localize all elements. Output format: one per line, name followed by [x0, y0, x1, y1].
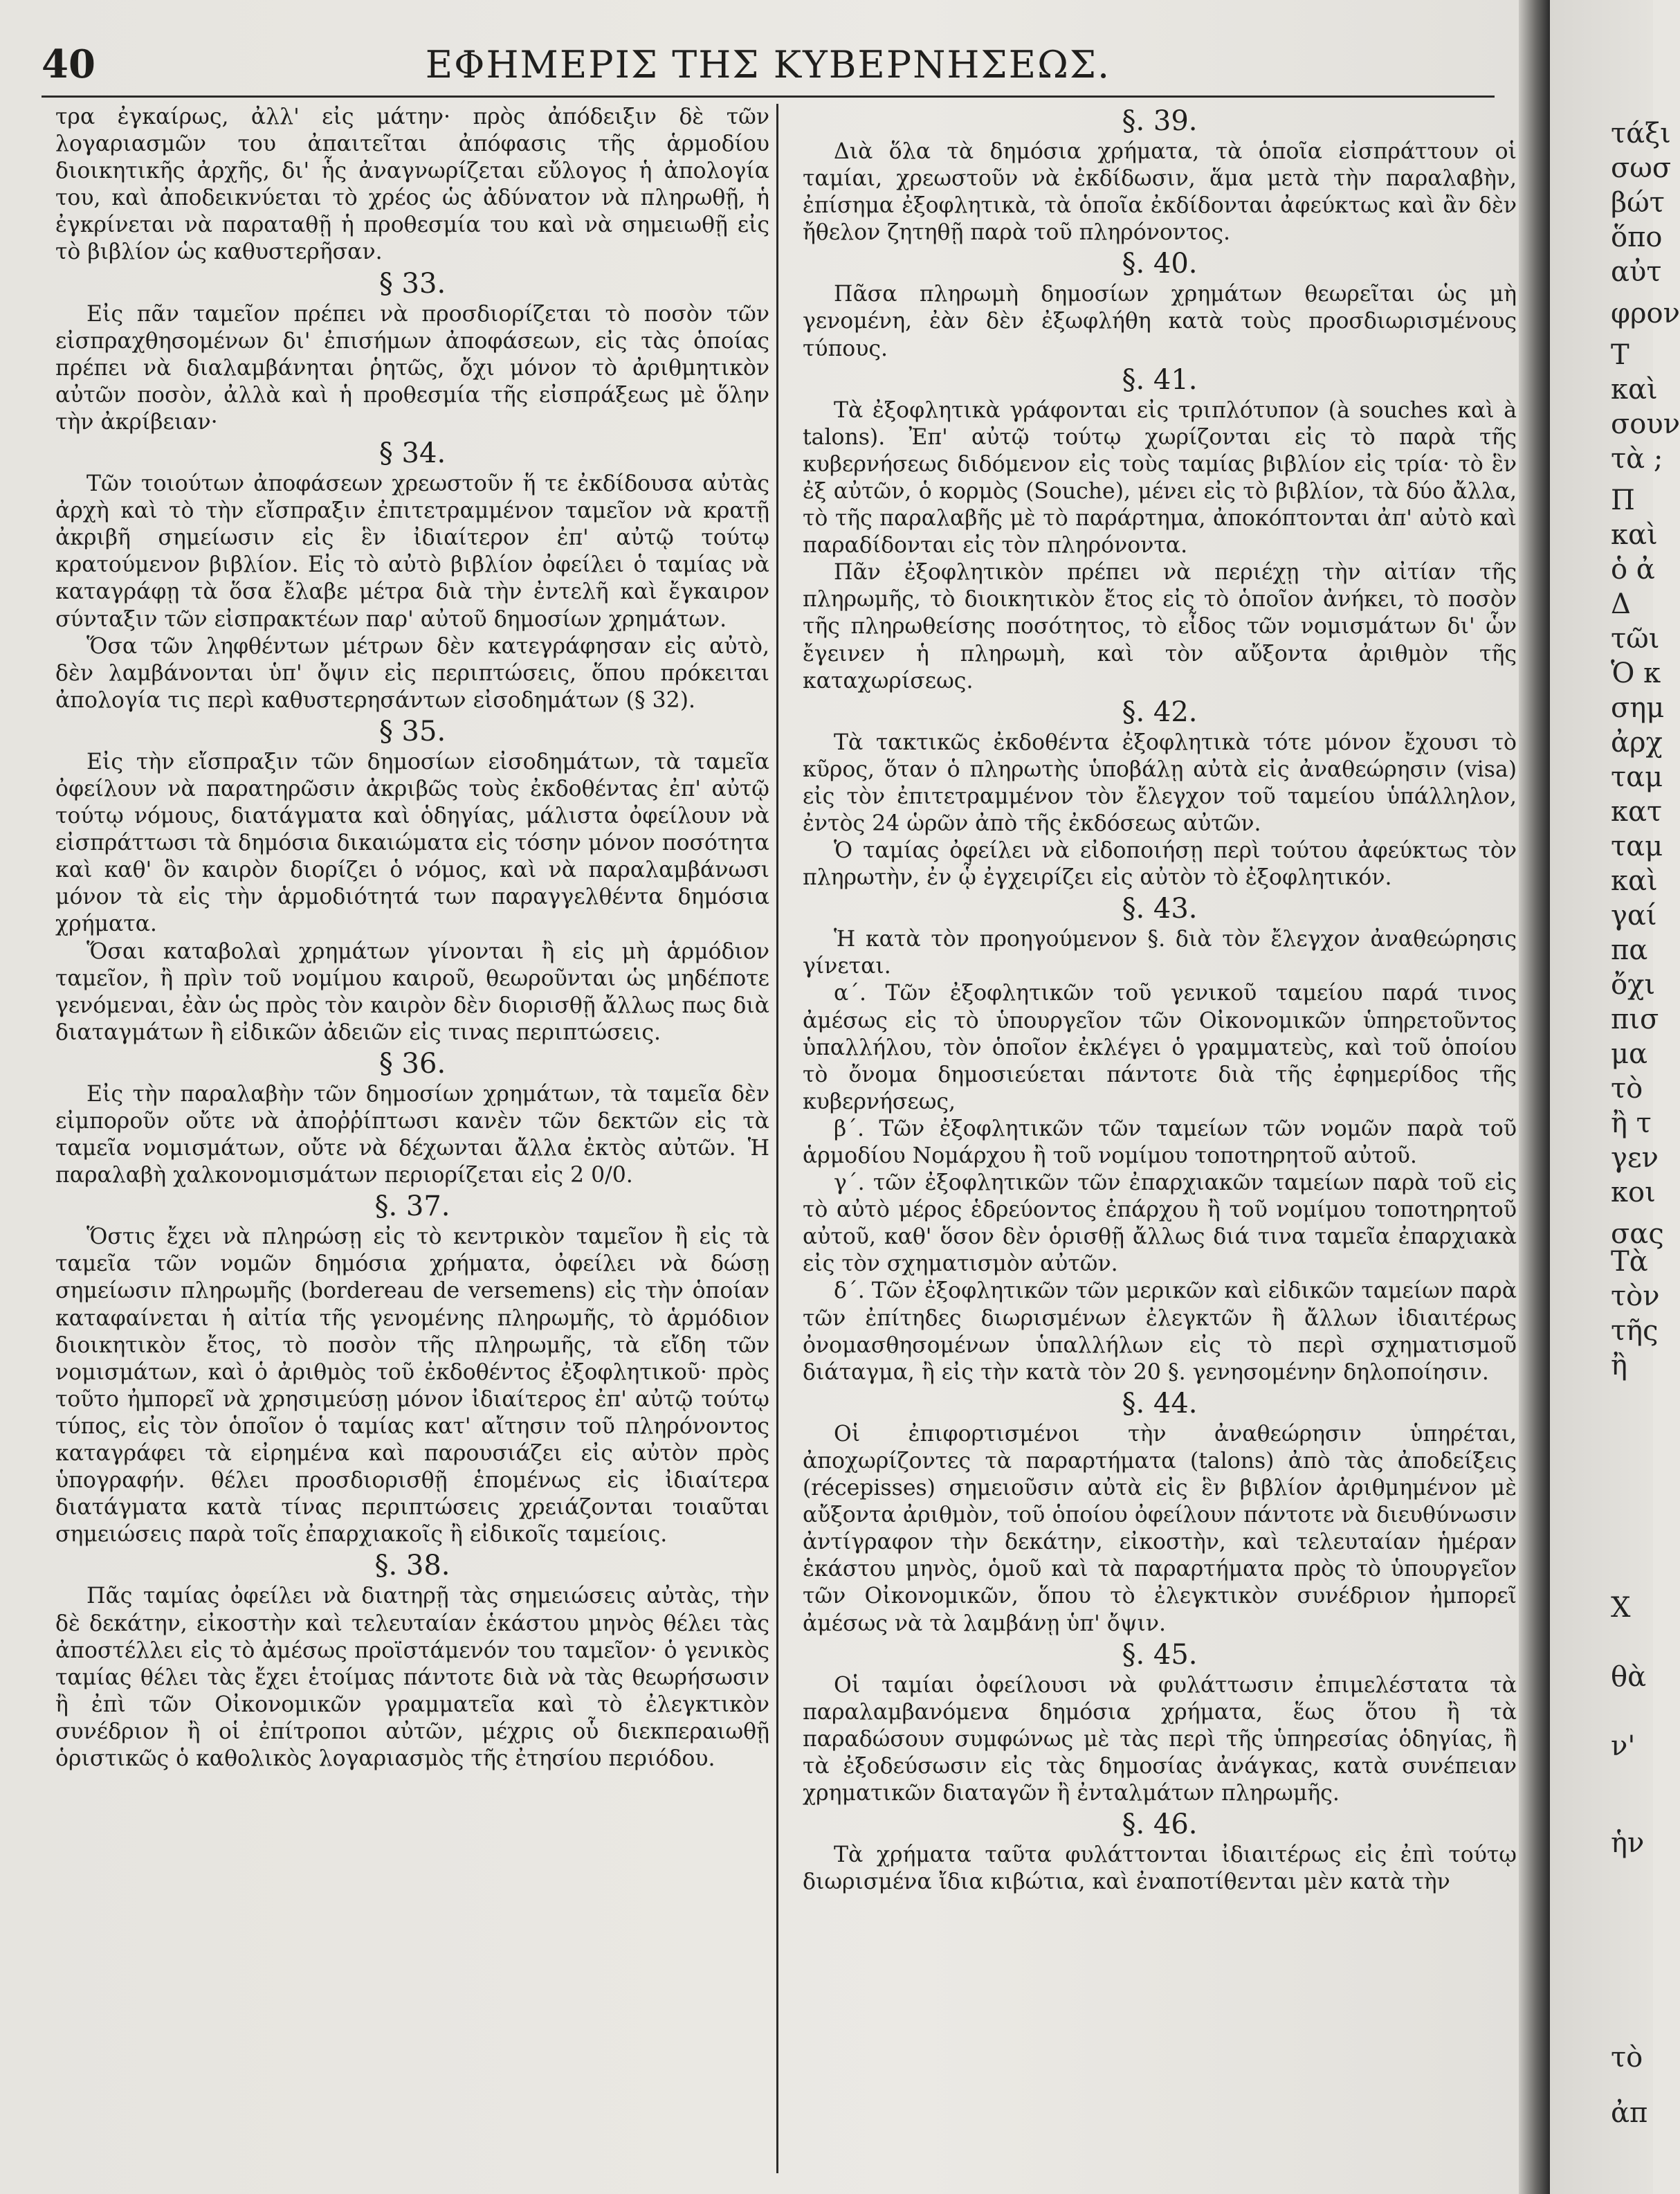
- section-number: §. 45.: [1122, 1638, 1198, 1671]
- facing-page-fragment: τάξι: [1611, 118, 1671, 149]
- facing-page-fragment: ὅπο: [1611, 221, 1663, 253]
- paragraph: Τῶν τοιούτων ἀποφάσεων χρεωστοῦν ἥ τε ἐκδίδουσα αὐτὰς ἀρχὴ καὶ τὸ τὴν εἴσπραξιν ἐπιτετραμμένον ταμεῖον νὰ κρατῇ ἀκριβῆ σημείωσιν εἰς ἓν ἰδιαίτερον ἐπ' αὐτῷ τούτῳ κρατούμενον βιβλίον. Εἰς τὸ αὐτὸ βιβλίον ὀφείλει ὁ ταμίας νὰ καταγράφῃ τὰ ὅσα ἔλαβε μέτρα διὰ τὴν ἐντελῆ καὶ ἔγκαιρον σύνταξιν τῶν εἰσπρακτέων παρ' αὐτοῦ δημοσίων χρημάτων.: [55, 471, 769, 632]
- facing-page-fragment: σας: [1611, 1218, 1664, 1250]
- facing-page-fragment: Δ: [1611, 588, 1631, 620]
- facing-page-fragment: ὄχι: [1611, 969, 1656, 1001]
- facing-page-fragment: ἡν: [1611, 1827, 1645, 1859]
- column-divider: [776, 104, 778, 2173]
- section-number: §. 44.: [1122, 1387, 1198, 1420]
- paragraph: Ὅσαι καταβολαὶ χρημάτων γίνονται ἢ εἰς μὴ ἁρμόδιον ταμεῖον, ἢ πρὶν τοῦ νομίμου καιροῦ, θεωροῦνται ὡς μηδέποτε γενόμεναι, ἐὰν ὡς πρὸς τὸν καιρὸν δὲν διορισθῇ ἄλλως πως διὰ διαταγμάτων ἢ εἰδικῶν ἀδειῶν εἰς τινας περιπτώσεις.: [55, 939, 769, 1045]
- facing-page-fragment: καὶ: [1611, 374, 1658, 406]
- facing-page-edge: [1550, 0, 1680, 2194]
- paragraph: α΄. Τῶν ἐξοφλητικῶν τοῦ γενικοῦ ταμείου παρά τινος ἀμέσως εἰς τὸ ὑπουργεῖον τῶν Οἰκονομικῶν ὑπηρετοῦντος ὑπαλλήλου, τὸν ὁποῖον ἐκλέγει ὁ γραμματεὺς, καὶ τοῦ ὁποίου τὸ ὄνομα δημοσιεύεται πάντοτε διὰ τῆς ἐφημερίδος τῆς κυβερνήσεως,: [803, 981, 1517, 1114]
- facing-page-fragment: καὶ: [1611, 519, 1658, 551]
- section-number: §. 41.: [1122, 363, 1198, 396]
- left-column: [55, 104, 769, 2173]
- paragraph: β΄. Τῶν ἐξοφλητικῶν τῶν ταμείων τῶν νομῶν παρὰ τοῦ ἁρμοδίου Νομάρχου ἢ τοῦ νομίμου τοποτηρητοῦ αὐτοῦ.: [803, 1116, 1517, 1168]
- facing-page-fragment: βώτ: [1611, 187, 1665, 219]
- paragraph: γ΄. τῶν ἐξοφλητικῶν τῶν ἐπαρχιακῶν ταμείων παρὰ τοῦ εἰς τὸ αὐτὸ μέρος ἑδρεύοντος ἐπάρχου ἢ τοῦ νομίμου τοποτηρητοῦ αὐτοῦ, καθ' ὅσον δὲν ὁρισθῇ ἄλλως διά τινα ταμεῖα ἐπαρχιακὰ εἰς τὸν σχηματισμὸν αὐτῶν.: [803, 1170, 1517, 1277]
- facing-page-fragment: ταμ: [1611, 831, 1663, 862]
- paragraph: Εἰς τὴν παραλαβὴν τῶν δημοσίων χρημάτων, τὰ ταμεῖα δὲν εἰμποροῦν οὔτε νὰ ἀποῤῥίπτωσι κανὲν τῶν δεκτῶν εἰς τὰ ταμεῖα νομισμάτων, οὔτε νὰ δέχωνται ἄλλα ἐκτὸς αὐτῶν. Ἡ παραλαβὴ χαλκονομισμάτων περιορίζεται εἰς 2 0/0.: [55, 1081, 769, 1188]
- paragraph: Τὰ χρήματα ταῦτα φυλάττονται ἰδιαιτέρως εἰς ἐπὶ τούτῳ διωρισμένα ἴδια κιβώτια, καὶ ἐναποτίθενται μὲν κατὰ τὴν: [803, 1842, 1517, 1895]
- paragraph: Οἱ ἐπιφορτισμένοι τὴν ἀναθεώρησιν ὑπηρέται, ἀποχωρίζοντες τὰ παραρτήματα (talons) ἀπὸ τὰς ἀποδείξεις (récepisses) σημειοῦσιν αὐτὰ εἰς ἓν βιβλίον ἀριθμημένον μὲ αὔξοντα ἀριθμὸν, τοῦ ὁποίου ὀφείλουν πάντοτε νὰ διευθύνωσιν ἀντίγραφον τὴν δεκάτην, εἰκοστὴν, καὶ τελευταίαν ἡμέραν ἑκάστου μηνὸς, ὁμοῦ καὶ τὰ παραρτήματα πρὸς τὸ ὑπουργεῖον τῶν Οἰκονομικῶν, ὅπου τὸ ἐλεγκτικὸν συνέδριον ἠμπορεῖ ἀμέσως νὰ τὰ λαμβάνῃ ὑπ' ὄψιν.: [803, 1421, 1517, 1636]
- facing-page-fragment: ὁ ἀ: [1611, 554, 1655, 586]
- paragraph: Πᾶς ταμίας ὀφείλει νὰ διατηρῇ τὰς σημειώσεις αὐτὰς, τὴν δὲ δεκάτην, εἰκοστὴν καὶ τελευταίαν ἑκάστου μηνὸς θέλει τὰς ἀποστέλλει εἰς τὸ ἀμέσως προϊστάμενόν του ταμεῖον· ὁ γενικὸς ταμίας θέλει τὰς ἔχει ἑτοίμας πάντοτε διὰ νὰ τὰς θεωρήσωσιν ἢ ἐπὶ τῶν Οἰκονομικῶν γραμματεῖα καὶ τὸ ἐλεγκτικὸν συνέδριον ἢ οἱ ἐπίτροποι αὐτῶν, μέχρις οὗ διεκπεραιωθῇ ὁριστικῶς ὁ καθολικὸς λογαριασμὸς τῆς ἐτησίου περιόδου.: [55, 1584, 769, 1771]
- section-number: §. 38.: [374, 1550, 450, 1582]
- book-gutter: [1519, 0, 1550, 2194]
- paragraph: Εἰς πᾶν ταμεῖον πρέπει νὰ προσδιορίζεται τὸ ποσὸν τῶν εἰσπραχθησομένων δι' ἐπισήμων ἀποφάσεων, εἰς τὰς ὁποίας πρέπει νὰ διαλαμβάνηται ῥητῶς, ὄχι μόνον τὸ ἀριθμητικὸν αὐτῶν ποσὸν, ἀλλὰ καὶ ἡ προθεσμία τῆς εἰσπράξεως μὲ ὅλην τὴν ἀκρίβειαν·: [55, 301, 769, 435]
- section-number: § 36.: [378, 1047, 446, 1080]
- paragraph: Ὅστις ἔχει νὰ πληρώσῃ εἰς τὸ κεντρικὸν ταμεῖον ἢ εἰς τὰ ταμεῖα τῶν νομῶν δημόσια χρήματα, ὀφείλει νὰ δώσῃ σημείωσιν πληρωμῆς (bordereau de versemens) εἰς τὴν ὁποίαν καταφαίνεται ἡ αἰτία τῆς γενομένης πληρωμῆς, τὸ ἁρμόδιον διοικητικὸν ἔτος, τὸ ποσὸν τῆς πληρωμῆς, τὰ εἴδη τῶν νομισμάτων, καὶ ὁ ἀριθμὸς τοῦ ἐκδοθέντος ἐξοφλητικοῦ· πρὸς τοῦτο ἠμπορεῖ νὰ χρησιμεύσῃ μόνον ἰδιαίτερος ἐπ' αὐτῷ τούτῳ τύπος, εἰς τὸν ὁποῖον ὁ ταμίας κατ' αἴτησιν τοῦ πληρόνοντος καταγράφει τὰ εἰρημένα καὶ παρουσιάζει εἰς αὐτὸν πρὸς ὑπογραφήν. θέλει προσδιορισθῇ ἑπομένως εἰς ἰδιαίτερα διατάγματα κατὰ τίνας περιπτώσεις χρειάζονται τοιαῦται σημειώσεις παρὰ τοῖς ἐπαρχιακοῖς ἢ εἰδικοῖς ταμείοις.: [55, 1224, 769, 1548]
- facing-page-fragment: Τ: [1611, 339, 1629, 371]
- facing-page-fragment: Χ: [1611, 1592, 1631, 1624]
- facing-page-fragment: φρον: [1611, 298, 1680, 329]
- facing-page-fragment: Π: [1611, 484, 1635, 516]
- facing-page-fragment: Ὁ κ: [1611, 658, 1661, 689]
- facing-page-fragment: σουν: [1611, 408, 1680, 440]
- paragraph: Τὰ ἐξοφλητικὰ γράφονται εἰς τριπλότυπον (à souches καὶ à talons). Ἐπ' αὐτῷ τούτῳ χωρίζονται εἰς τὸ παρὰ τῆς κυβερνήσεως διδόμενον εἰς τοὺς ταμίας βιβλίον εἰς τρία· τὸ ἓν ἐξ αὐτῶν, ὁ κορμὸς (Souche), μένει εἰς τὸ βιβλίον, τὰ δύο ἄλλα, τὸ τῆς παραλαβῆς μὲ τὸ παράρτημα, ἀποκόπτονται ἀπ' αὐτὸ καὶ παραδίδονται εἰς τὸν πληρόνοντα.: [803, 397, 1517, 559]
- paragraph: Ὅσα τῶν ληφθέντων μέτρων δὲν κατεγράφησαν εἰς αὐτὸ, δὲν λαμβάνονται ὑπ' ὄψιν εἰς περιπτώσεις, ὅπου πρόκειται ἀπολογία τις περὶ καθυστερησάντων εἰσοδημάτων (§ 32).: [55, 633, 769, 713]
- paragraph: δ΄. Τῶν ἐξοφλητικῶν τῶν μερικῶν καὶ εἰδικῶν ταμείων παρὰ τῶν ἐπίτηδες διωρισμένων ἐλεγκτῶν ἢ ἄλλων ἰδιαιτέρως ὀνομασθησομένων ὑπαλλήλων εἰς τὸ περὶ σχηματισμοῦ διάταγμα, ἢ εἰς τὴν κατὰ τὸν 20 §. γενησομένην δηλοποίησιν.: [803, 1278, 1517, 1385]
- facing-page-fragment: τῆς: [1611, 1315, 1659, 1347]
- section-number: §. 46.: [1122, 1808, 1198, 1841]
- facing-page-fragment: τὸ: [1611, 1073, 1643, 1105]
- paragraph: Εἰς τὴν εἴσπραξιν τῶν δημοσίων εἰσοδημάτων, τὰ ταμεῖα ὀφείλουν νὰ παρατηρῶσιν ἀκριβῶς τοὺς ἐκδοθέντας ἐπ' αὐτῷ τούτῳ νόμους, διατάγματα καὶ ὁδηγίας, μάλιστα ὀφείλουν νὰ εἰσπράττωσι τὰ δημόσια δικαιώματα εἰς τόσην μόνον ποσότητα καὶ καθ' ὃν καιρὸν διορίζει ὁ νόμος, καὶ νὰ παραλαμβάνωσι μόνον τὰ εἰς τὴν ἁρμοδιότητά των παραγγελθέντα δημόσια χρήματα.: [55, 749, 769, 937]
- paragraph: Πᾶσα πληρωμὴ δημοσίων χρημάτων θεωρεῖται ὡς μὴ γενομένη, ἐὰν δὲν ἐξωφλήθη κατὰ τοὺς προσδιωρισμένους τύπους.: [803, 282, 1517, 361]
- page-number: 40: [42, 42, 95, 87]
- facing-page-fragment: ν': [1611, 1730, 1636, 1762]
- facing-page-fragment: κοι: [1611, 1177, 1656, 1208]
- section-number: § 34.: [378, 437, 446, 470]
- paragraph: Πᾶν ἐξοφλητικὸν πρέπει νὰ περιέχῃ τὴν αἰτίαν τῆς πληρωμῆς, τὸ διοικητικὸν ἔτος εἰς τὸ ὁποῖον ἀνήκει, τὸ ποσὸν τῆς πληρωθείσης ποσότητος, τὸ εἶδος τῶν νομισμάτων δι' ὧν ἔγεινεν ἡ πληρωμὴ, καὶ τὸν αὔξοντα ἀριθμὸν τῆς καταχωρίσεως.: [803, 560, 1517, 693]
- paragraph: Διὰ ὅλα τὰ δημόσια χρήματα, τὰ ὁποῖα εἰσπράττουν οἱ ταμίαι, χρεωστοῦν νὰ ἐκδίδωσιν, ἅμα μετὰ τὴν παραλαβὴν, ἐπίσημα ἐξοφλητικὰ, τὰ ὁποῖα ἐκδίδονται ἀφεύκτως καὶ ἂν δὲν ἤθελον ζητηθῇ παρὰ τοῦ πληρόνοντος.: [803, 139, 1517, 246]
- paragraph: Οἱ ταμίαι ὀφείλουσι νὰ φυλάττωσιν ἐπιμελέστατα τὰ παραλαμβανόμενα δημόσια χρήματα, ἕως ὅτου ἢ τὰ παραδώσουν συμφώνως μὲ τὰς περὶ τῆς ὑπηρεσίας ὁδηγίας, ἢ τὰ ἐξοδεύσωσιν εἰς τὰς δημοσίας ἀνάγκας, κατὰ συνέπειαν χρηματικῶν διαταγῶν ἢ ἐνταλμάτων πληρωμῆς.: [803, 1672, 1517, 1806]
- facing-page-fragment: κατ: [1611, 796, 1663, 828]
- facing-page-fragment: πισ: [1611, 1004, 1659, 1035]
- facing-page-fragment: ταμ: [1611, 761, 1663, 793]
- paragraph: τρα ἐγκαίρως, ἀλλ' εἰς μάτην· πρὸς ἀπόδειξιν δὲ τῶν λογαριασμῶν του ἀπαιτεῖται ἀπόφασις τῆς ἁρμοδίου διοικητικῆς ἀρχῆς, δι' ἧς ἀναγνωρίζεται εὔλογος ἡ ἀπολογία του, καὶ ἀποδεικνύεται τὸ χρέος ὡς ἀδύνατον νὰ πληρωθῇ, ἡ ἐγκρίνεται νὰ παραταθῇ ἡ προθεσμία του καὶ νὰ σημειωθῇ εἰς τὸ βιβλίον ὡς καθυστερῆσαν.: [55, 105, 769, 265]
- section-number: §. 37.: [374, 1190, 450, 1223]
- facing-page-fragment: ἢ: [1611, 1350, 1627, 1381]
- facing-page-fragment: τὸν: [1611, 1280, 1660, 1312]
- page-header: [42, 42, 1495, 97]
- right-column: [803, 104, 1517, 2173]
- section-number: §. 43.: [1122, 893, 1198, 925]
- facing-page-fragment: καὶ: [1611, 865, 1658, 897]
- paragraph: Ὁ ταμίας ὀφείλει νὰ εἰδοποιήσῃ περὶ τούτου ἀφεύκτως τὸν πληρωτὴν, ἐν ᾧ ἐγχειρίζει εἰς αὐτὸν τὸ ἐξοφλητικόν.: [803, 838, 1517, 891]
- facing-page-fragment: γαί: [1611, 900, 1657, 932]
- facing-page-fragment: σημ: [1611, 692, 1665, 724]
- facing-page-fragment: γεν: [1611, 1142, 1659, 1174]
- section-number: §. 40.: [1122, 248, 1198, 280]
- facing-page-fragment: θὰ: [1611, 1661, 1647, 1693]
- section-number: §. 39.: [1122, 105, 1198, 137]
- paragraph: Ἡ κατὰ τὸν προηγούμενον §. διὰ τὸν ἔλεγχον ἀναθεώρησις γίνεται.: [803, 927, 1517, 979]
- facing-page-fragment: ἀρχ: [1611, 727, 1663, 759]
- facing-page-fragment: ἀπ: [1611, 2097, 1648, 2129]
- section-number: §. 42.: [1122, 696, 1198, 728]
- facing-page-fragment: τὰ ;: [1611, 443, 1663, 475]
- section-number: § 33.: [378, 267, 446, 300]
- facing-page-fragment: Τὰ: [1611, 1246, 1648, 1278]
- paragraph: Τὰ τακτικῶς ἐκδοθέντα ἐξοφλητικὰ τότε μόνον ἔχουσι τὸ κῦρος, ὅταν ὁ πληρωτὴς ὑποβάλῃ αὐτὰ εἰς ἀναθεώρησιν (visa) εἰς τὸν ἐπιτετραμμένον τὸν ἔλεγχον τοῦ ταμείου ὑπάλληλον, ἐντὸς 24 ὡρῶν ἀπὸ τῆς ἐκδόσεως αὐτῶν.: [803, 729, 1517, 836]
- facing-page-fragment: αὐτ: [1611, 256, 1662, 288]
- facing-page-fragment: τὸ: [1611, 2042, 1643, 2074]
- header-rule: [42, 96, 1495, 98]
- facing-page-fragment: ἢ τ: [1611, 1107, 1652, 1139]
- section-number: § 35.: [378, 715, 446, 747]
- facing-page-fragment: τῶι: [1611, 623, 1660, 655]
- running-title: ΕΦΗΜΕΡΙΣ ΤΗΣ ΚΥΒΕΡΝΗΣΕΩΣ.: [425, 43, 1111, 87]
- facing-page-fragment: πα: [1611, 934, 1648, 966]
- facing-page-fragment: σωσ: [1611, 152, 1672, 184]
- facing-page-fragment: μα: [1611, 1038, 1648, 1070]
